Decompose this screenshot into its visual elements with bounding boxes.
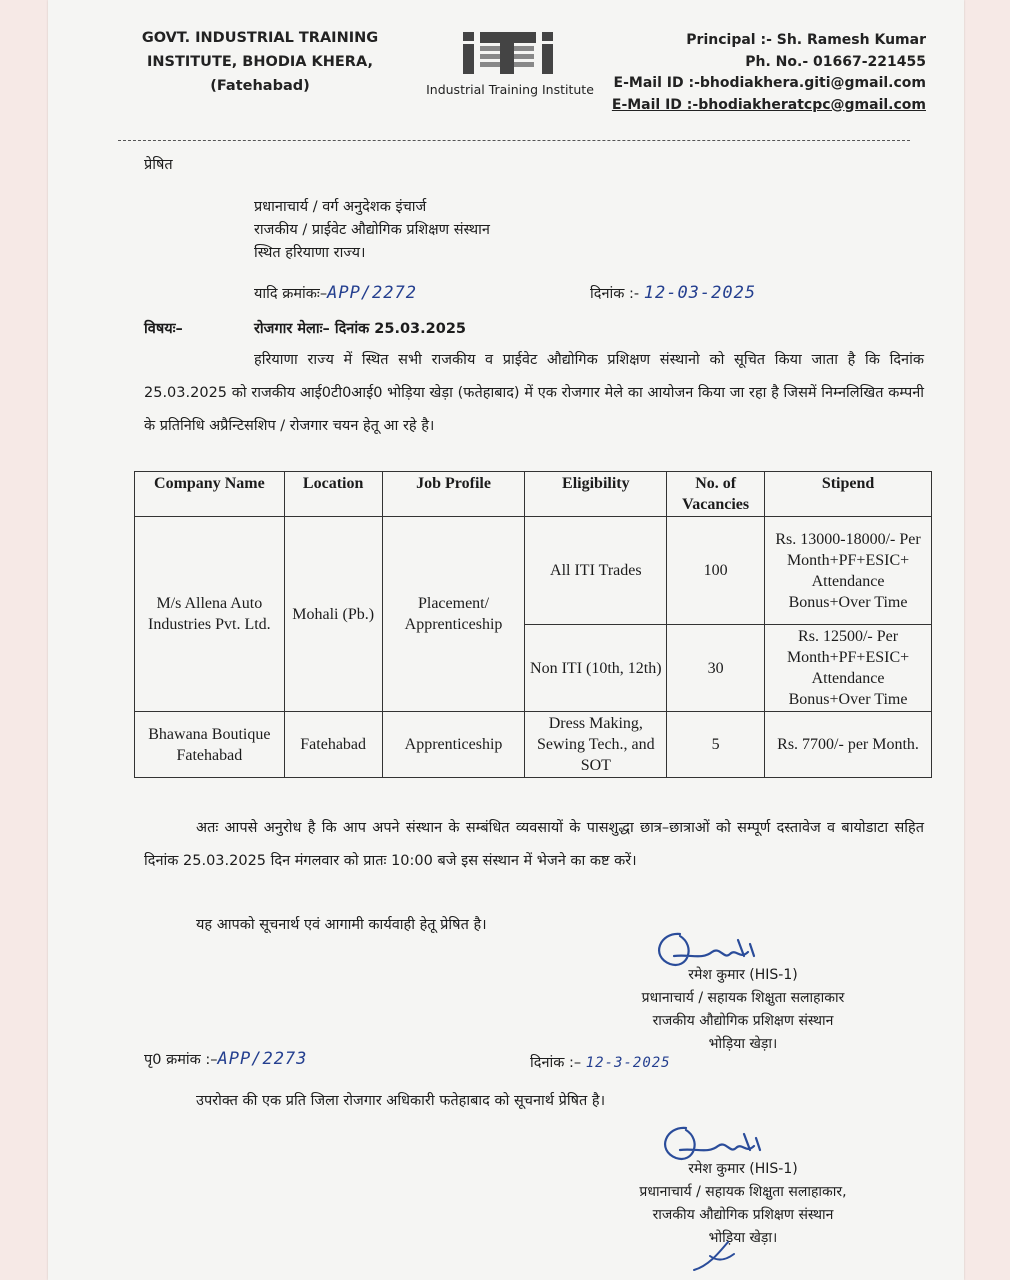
signatory-designation: प्रधानाचार्य / सहायक शिक्षुता सलाहाकार (641, 990, 845, 1006)
recipient-block (254, 196, 490, 265)
principal-name: Principal :- Sh. Ramesh Kumar (686, 32, 926, 48)
subject-label: विषयः– (144, 321, 183, 337)
vacancy-table (134, 471, 932, 778)
signatory-institute: राजकीय औद्योगिक प्रशिक्षण संस्थान (652, 1207, 834, 1223)
vacancies-cell: 100 (667, 517, 765, 625)
contact-block (604, 30, 926, 116)
institute-line-3: (Fatehabad) (210, 78, 310, 94)
recipient-line-2: राजकीय / प्राईवेट औद्योगिक प्रशिक्षण संस्थान (254, 222, 490, 238)
vacancies-cell: 5 (667, 712, 765, 778)
info-line: यह आपको सूचनार्थ एवं आगामी कार्यवाही हेतू प्रेषित है। (196, 917, 487, 933)
header-vacancies: No. of Vacancies (667, 472, 765, 517)
signature-block-1 (593, 964, 893, 1056)
institute-line-2: INSTITUTE, BHODIA KHERA, (147, 54, 373, 70)
signatory-name: रमेश कुमार (HIS-1) (688, 967, 798, 983)
signatory-place: भोड़िया खेड़ा। (708, 1036, 778, 1052)
endorsement-ref-label: पृ0 क्रमांक :– (144, 1052, 218, 1068)
table-row (135, 517, 932, 625)
signatory-place: भोड़िया खेड़ा। (708, 1230, 778, 1246)
endorsement-ref (144, 1048, 307, 1071)
letter-page (48, 0, 964, 1280)
signatory-institute: राजकीय औद्योगिक प्रशिक्षण संस्थान (652, 1013, 834, 1029)
letter-date: 12-03-2025 (643, 283, 757, 303)
endorsement-date (530, 1052, 671, 1074)
institute-name (140, 26, 380, 98)
vacancies-cell: 30 (667, 625, 765, 712)
iti-logo (420, 30, 600, 97)
signatory-designation: प्रधानाचार्य / सहायक शिक्षुता सलाहाकार, (639, 1184, 847, 1200)
location-cell: Fatehabad (284, 712, 382, 778)
stipend-cell: Rs. 12500/- Per Month+PF+ESIC+ Attendance Bonus+Over Time (765, 625, 932, 712)
stipend-cell: Rs. 13000-18000/- Per Month+PF+ESIC+ Attendance Bonus+Over Time (765, 517, 932, 625)
header-stipend: Stipend (765, 472, 932, 517)
iti-logo-icon (460, 30, 560, 76)
company-name-cell: Bhawana Boutique Fatehabad (135, 712, 285, 778)
header-divider (118, 140, 910, 141)
endorsement-ref-number: APP/2273 (217, 1049, 308, 1069)
header-location: Location (284, 472, 382, 517)
header-eligibility: Eligibility (525, 472, 667, 517)
request-paragraph: अतः आपसे अनुरोध है कि आप अपने संस्थान के सम्बंधित व्यवसायों के पासशुद्धा छात्र–छात्राओं को सम्पूर्ण दस्तावेज व बायोडाटा सहित दिनांक 25.03.2025 दिन मंगलवार को प्रातः 10:00 बजे इस संस्थान में भेजने का कष्ट करें। (144, 820, 924, 869)
endorsement-date-label: दिनांक :– (530, 1055, 582, 1071)
stipend-cell: Rs. 7700/- per Month. (765, 712, 932, 778)
endorsement-text: उपरोक्त की एक प्रति जिला रोजगार अधिकारी फतेहाबाद को सूचनार्थ प्रेषित है। (196, 1093, 606, 1109)
job-profile-cell: Apprenticeship (382, 712, 525, 778)
recipient-line-3: स्थित हरियाणा राज्य। (254, 245, 366, 261)
company-name-cell: M/s Allena Auto Industries Pvt. Ltd. (135, 517, 285, 712)
eligibility-cell: All ITI Trades (525, 517, 667, 625)
ref-label: यादि क्रमांकः– (254, 286, 328, 302)
header-job-profile: Job Profile (382, 472, 525, 517)
email-2: E-Mail ID :-bhodiakheratcpc@gmail.com (611, 96, 926, 113)
intro-paragraph: हरियाणा राज्य में स्थित सभी राजकीय व प्राईवेट औद्योगिक प्रशिक्षण संस्थानो को सूचित किया जाता है कि दिनांक 25.03.2025 को राजकीय आई0टी0आई0 भोड़िया खेड़ा (फतेहाबाद) में एक रोजगार मेले का आयोजन किया जा रहा है जिसमें निम्नलिखित कम्पनी के प्रतिनिधि अप्रैन्टिसशिप / रोजगार चयन हेतू आ रहे है। (144, 352, 924, 434)
institute-line-1: GOVT. INDUSTRIAL TRAINING (141, 30, 379, 46)
to-label: प्रेषित (144, 157, 173, 173)
ref-number: APP/2272 (327, 283, 417, 303)
header-company-name: Company Name (135, 472, 285, 517)
signature-tail-mark (688, 1236, 748, 1276)
date-line (590, 282, 756, 305)
eligibility-cell: Dress Making, Sewing Tech., and SOT (525, 712, 667, 778)
subject-text: रोजगार मेलाः– दिनांक 25.03.2025 (254, 321, 466, 337)
email-1: E-Mail ID :-bhodiakhera.giti@gmail.com (613, 75, 926, 91)
table-row (135, 712, 932, 778)
endorsement-date-value: 12-3-2025 (585, 1055, 671, 1071)
date-label: दिनांक :- (590, 286, 640, 302)
location-cell: Mohali (Pb.) (284, 517, 382, 712)
recipient-line-1: प्रधानाचार्य / वर्ग अनुदेशक इंचार्ज (254, 199, 427, 215)
eligibility-cell: Non ITI (10th, 12th) (525, 625, 667, 712)
table-header-row (135, 472, 932, 517)
job-profile-cell: Placement/ Apprenticeship (382, 517, 525, 712)
phone-number: Ph. No.- 01667-221455 (745, 53, 926, 70)
reference-line (254, 282, 417, 305)
logo-caption: Industrial Training Institute (426, 82, 594, 97)
signatory-name: रमेश कुमार (HIS-1) (688, 1161, 798, 1177)
